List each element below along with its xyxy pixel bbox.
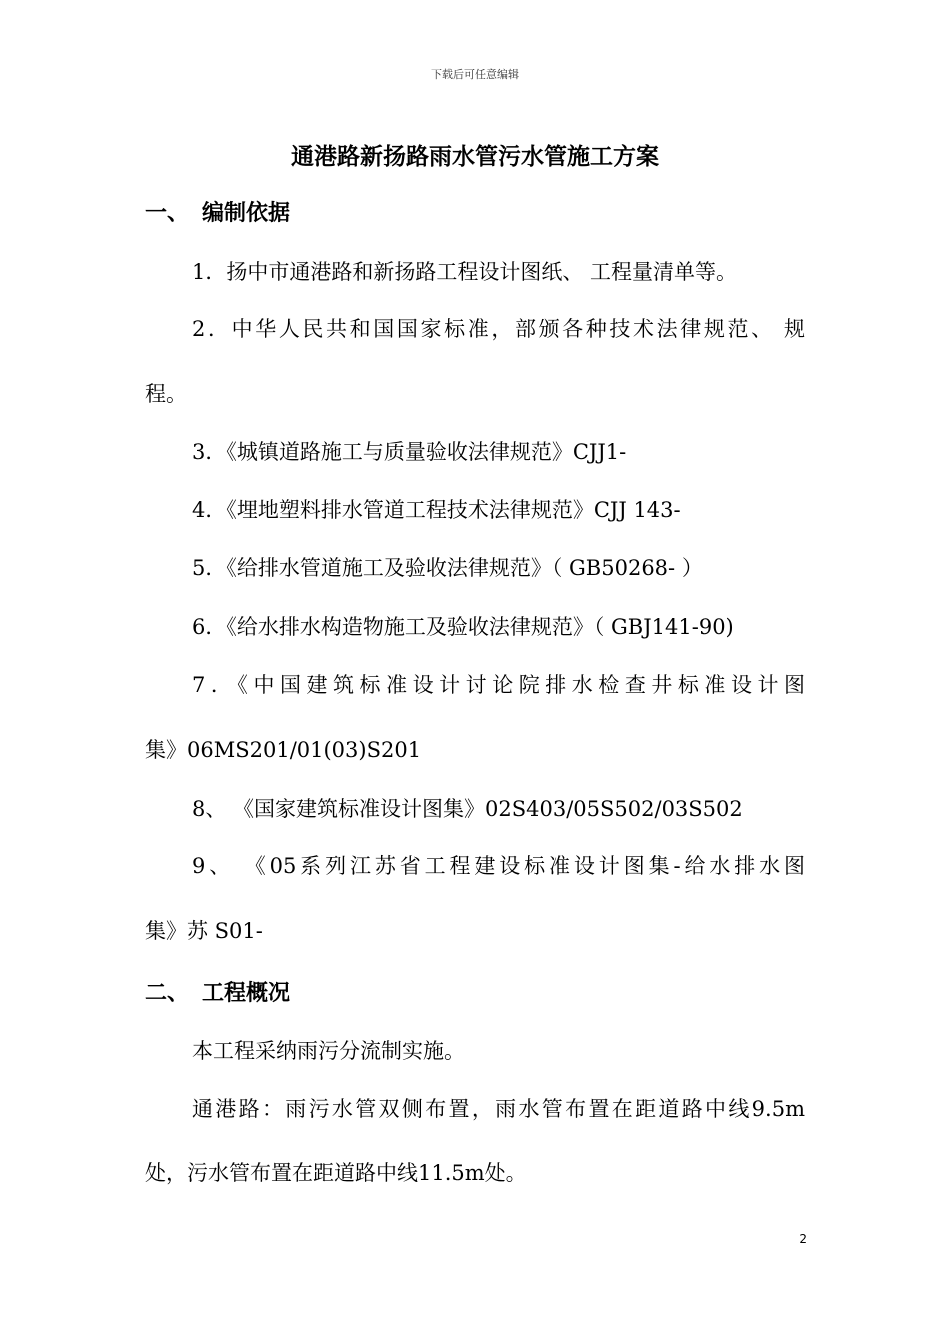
section-1-title: 编制依据 (202, 201, 291, 226)
basis-item-9-continued: 集》苏 S01- (145, 919, 263, 943)
basis-item-9: 9、 《05系列江苏省工程建设标准设计图集-给水排水图 (192, 854, 805, 878)
overview-paragraph-1: 本工程采纳雨污分流制实施。 (192, 1039, 465, 1063)
basis-item-5: 5．《给排水管道施工及验收法律规范》（ GB50268- ） (192, 556, 703, 580)
basis-item-8: 8、 《国家建筑标准设计图集》02S403/05S502/03S502 (192, 797, 743, 821)
basis-item-7-continued: 集》06MS201/01(03)S201 (145, 738, 422, 762)
overview-paragraph-2-continued: 处，污水管布置在距道路中线11.5m处。 (145, 1161, 527, 1185)
basis-item-6: 6．《给水排水构造物施工及验收法律规范》（ GBJ141-90) (192, 615, 734, 639)
basis-item-4: 4．《埋地塑料排水管道工程技术法律规范》CJJ 143- (192, 498, 681, 522)
basis-item-2-continued: 程。 (145, 382, 187, 406)
section-2-number: 二、 (145, 981, 190, 1006)
section-2-title: 工程概况 (202, 981, 291, 1006)
document-title: 通港路新扬路雨水管污水管施工方案 (291, 144, 659, 170)
basis-item-1: 1．扬中市通港路和新扬路工程设计图纸、 工程量清单等。 (192, 260, 738, 284)
basis-item-3: 3．《城镇道路施工与质量验收法律规范》CJJ1- (192, 440, 627, 464)
section-2-heading (145, 976, 290, 1007)
section-1-number: 一、 (145, 201, 190, 226)
page-number: 2 (799, 1232, 807, 1246)
overview-paragraph-2: 通港路：雨污水管双侧布置，雨水管布置在距道路中线9.5m (192, 1097, 805, 1121)
basis-item-2: 2．中华人民共和国国家标准，部颁各种技术法律规范、 规 (192, 317, 805, 341)
header-note: 下载后可任意编辑 (431, 68, 519, 81)
section-1-heading (145, 196, 290, 227)
basis-item-7: 7．《中国建筑标准设计讨论院排水检查井标准设计图 (192, 673, 805, 697)
